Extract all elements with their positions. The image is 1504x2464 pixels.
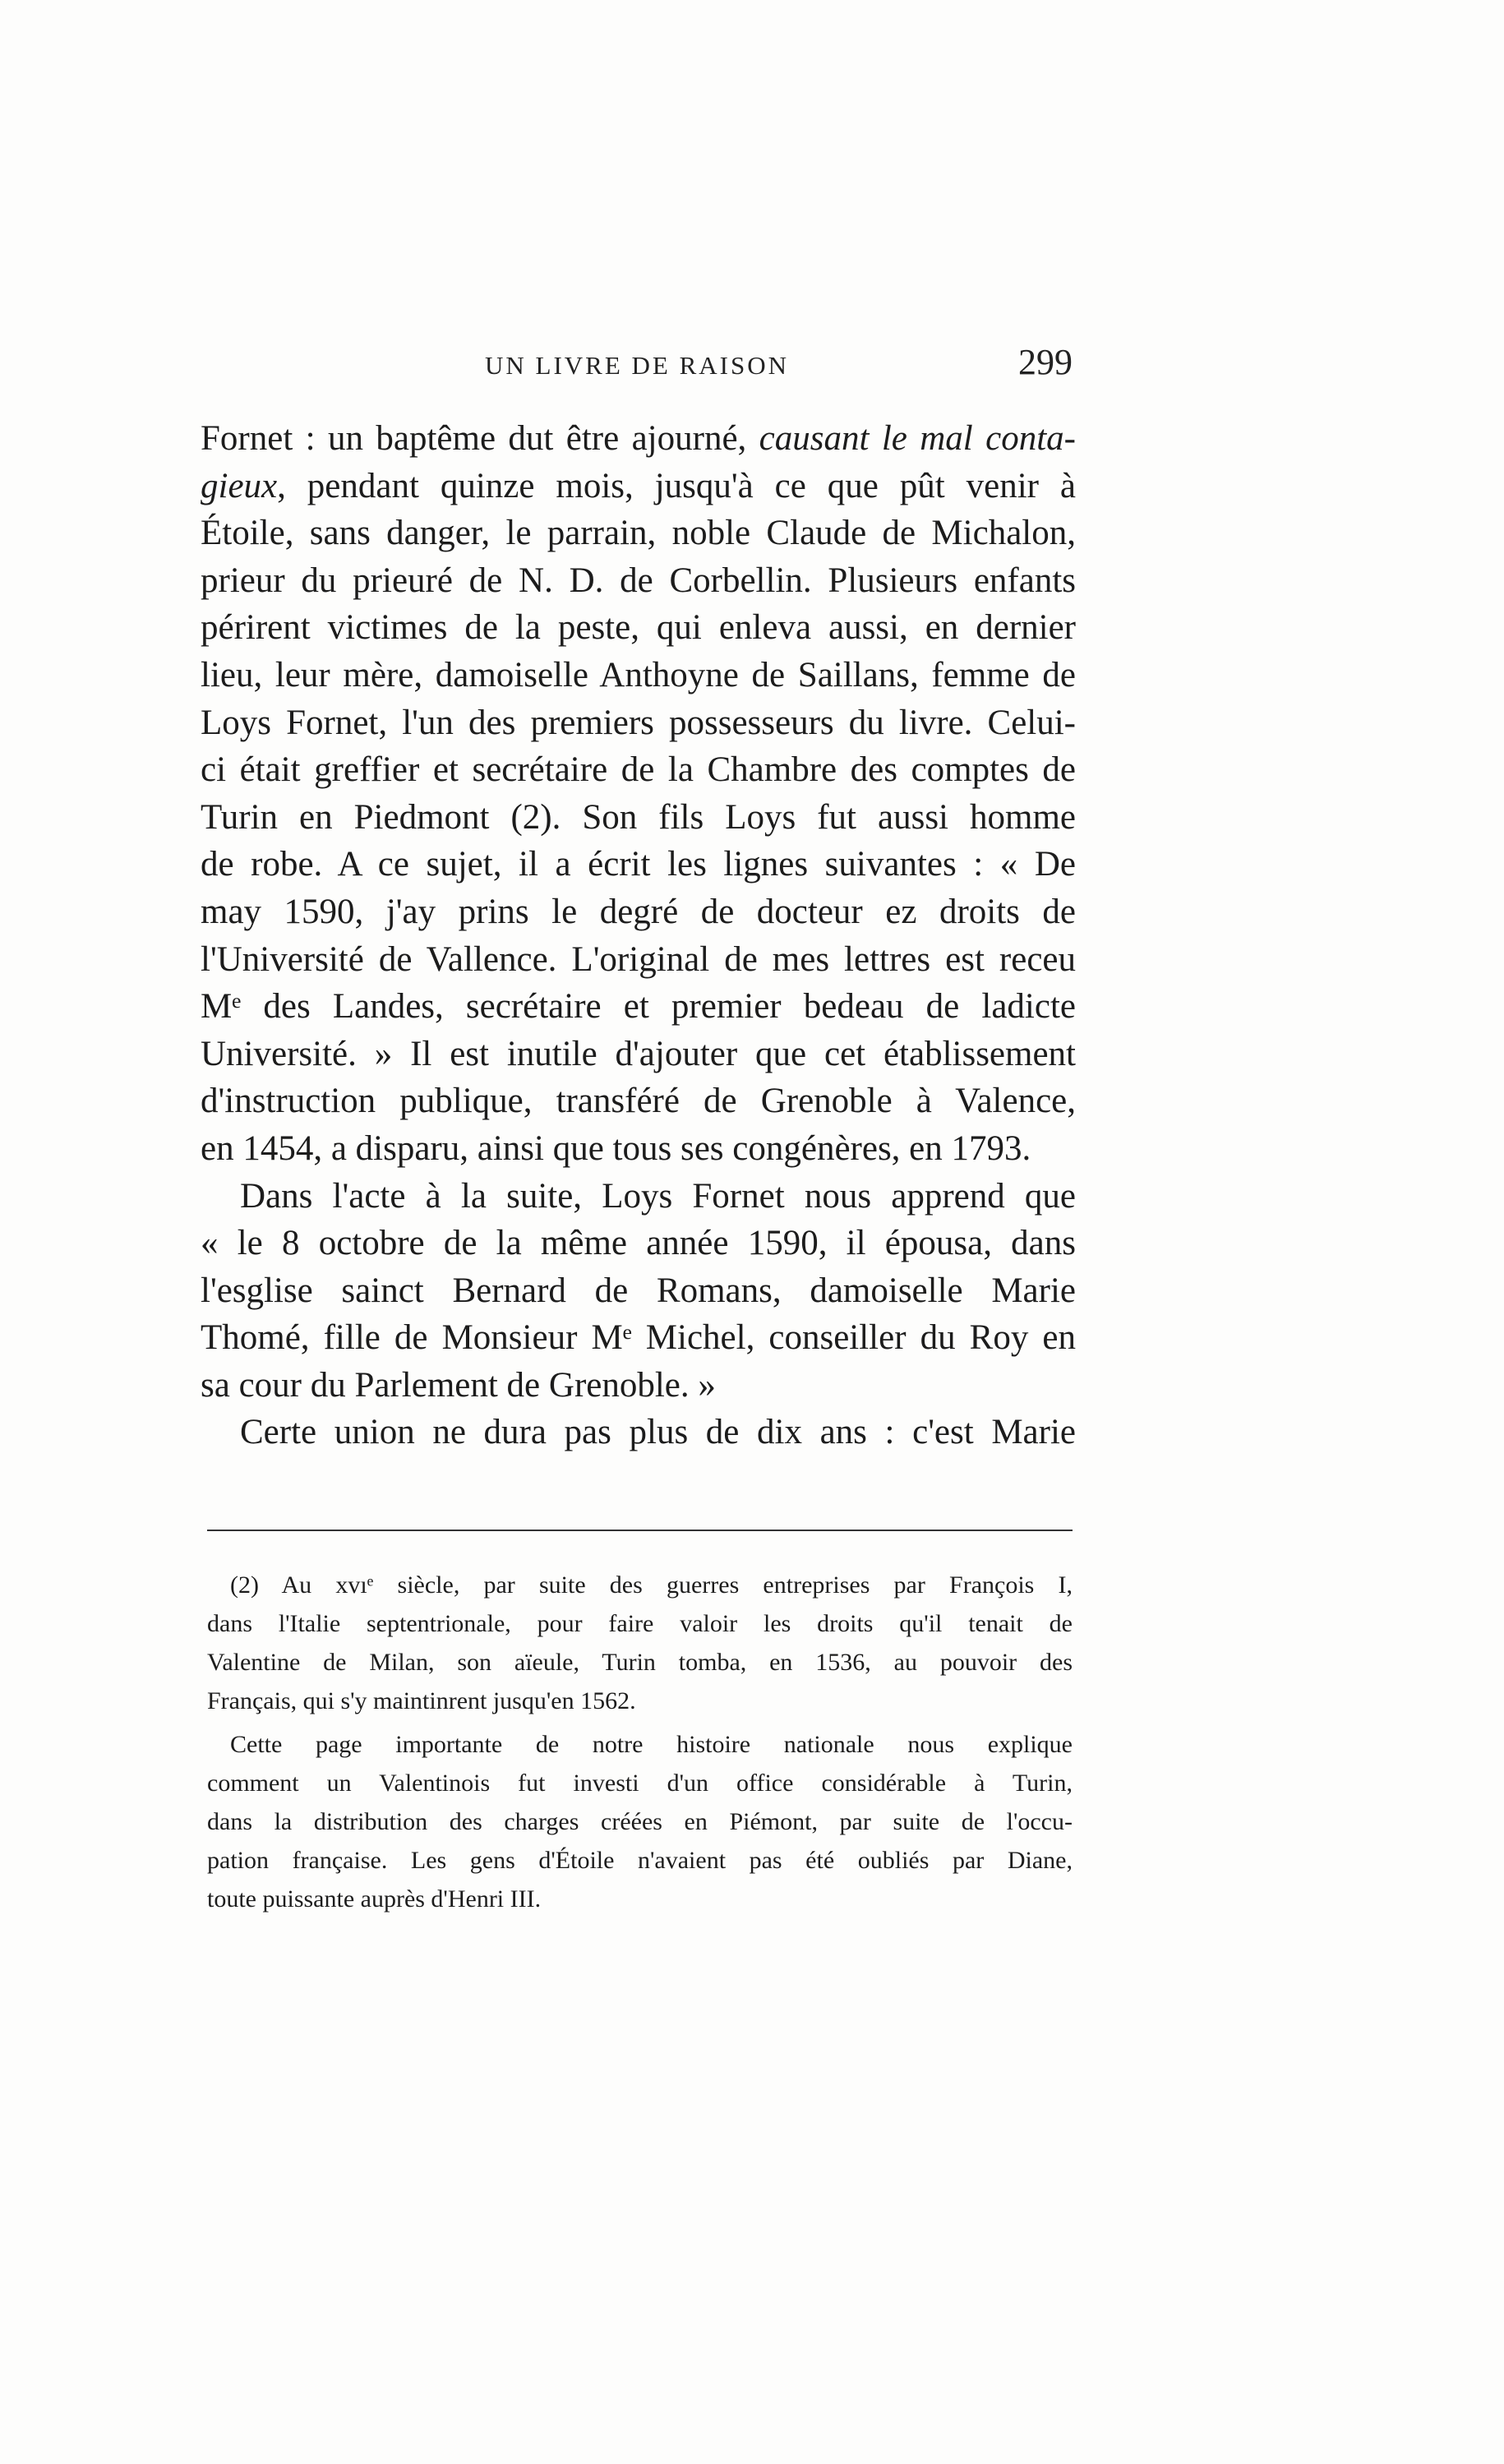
text-line: lieu, leur mère, damoiselle Anthoyne de Saillans, femme de	[201, 655, 1076, 694]
text-line: Certe union ne dura pas plus de dix ans : c'est Marie	[240, 1413, 1076, 1452]
text-line	[201, 463, 1076, 510]
footnote-line: dans l'Italie septentrionale, pour faire valoir les droits qu'il tenait de	[207, 1610, 1073, 1637]
text-line: périrent victimes de la peste, qui enleva aussi, en dernier	[201, 608, 1076, 648]
text-line: de robe. A ce sujet, il a écrit les lignes suivantes : « De	[201, 845, 1076, 884]
footnote-line: pation française. Les gens d'Étoile n'avaient pas été oubliés par Diane,	[207, 1847, 1073, 1874]
text-line	[201, 415, 1076, 463]
text-line: Université. » Il est inutile d'ajouter que cet établissement	[201, 1034, 1076, 1073]
text-line: l'esglise sainct Bernard de Romans, damoiselle Marie	[201, 1271, 1076, 1310]
italic-phrase: gieux	[201, 466, 278, 505]
text-line: l'Université de Vallence. L'original de mes lettres est receu	[201, 939, 1076, 979]
text-line: sa cour du Parlement de Grenoble. »	[201, 1365, 716, 1405]
text-line: Thomé, fille de Monsieur Mᵉ Michel, conseiller du Roy en	[201, 1318, 1076, 1358]
text-line: « le 8 octobre de la même année 1590, il épousa, dans	[201, 1224, 1076, 1263]
footnote-line: (2) Au xvıᵉ siècle, par suite des guerres entreprises par François I,	[230, 1571, 1073, 1599]
footnote-line: Valentine de Milan, son aïeule, Turin tomba, en 1536, au pouvoir des	[207, 1649, 1073, 1676]
footnotes	[207, 1566, 1073, 1918]
text-line: Loys Fornet, l'un des premiers possesseurs du livre. Celui-	[201, 703, 1076, 742]
footnote-line: toute puissante auprès d'Henri III.	[207, 1885, 542, 1913]
running-title: UN LIVRE DE RAISON	[485, 351, 790, 380]
footnote-line: dans la distribution des charges créées en Piémont, par suite de l'occu-	[207, 1808, 1073, 1835]
footnote-line: comment un Valentinois fut investi d'un office considérable à Turin,	[207, 1770, 1073, 1797]
page-header	[205, 341, 1073, 390]
text-line: d'instruction publique, transféré de Grenoble à Valence,	[201, 1082, 1076, 1121]
page-number: 299	[1018, 342, 1073, 382]
footnote-line: Français, qui s'y maintinrent jusqu'en 1562.	[207, 1687, 636, 1714]
text-line: may 1590, j'ay prins le degré de docteur ez droits de	[201, 892, 1076, 931]
text-line: Dans l'acte à la suite, Loys Fornet nous apprend que	[240, 1176, 1076, 1216]
text-segment: Fornet : un baptême dut être ajourné,	[201, 419, 759, 458]
italic-phrase: causant le mal conta-	[759, 419, 1076, 458]
text-line: ci était greffier et secrétaire de la Chambre des comptes de	[201, 750, 1076, 790]
footnote-separator	[207, 1530, 1073, 1531]
text-line: en 1454, a disparu, ainsi que tous ses congénères, en 1793.	[201, 1128, 1031, 1168]
main-text	[201, 415, 1076, 1456]
text-line: Mᵉ des Landes, secrétaire et premier bedeau de ladicte	[201, 987, 1076, 1027]
text-segment: , pendant quinze mois, jusqu'à ce que pût venir à	[277, 466, 1076, 505]
text-line: prieur du prieuré de N. D. de Corbellin. Plusieurs enfants	[201, 561, 1076, 600]
footnote-line: Cette page importante de notre histoire nationale nous explique	[230, 1731, 1073, 1758]
text-line: Étoile, sans danger, le parrain, noble Claude de Michalon,	[201, 514, 1076, 553]
text-line: Turin en Piedmont (2). Son fils Loys fut aussi homme	[201, 797, 1076, 837]
